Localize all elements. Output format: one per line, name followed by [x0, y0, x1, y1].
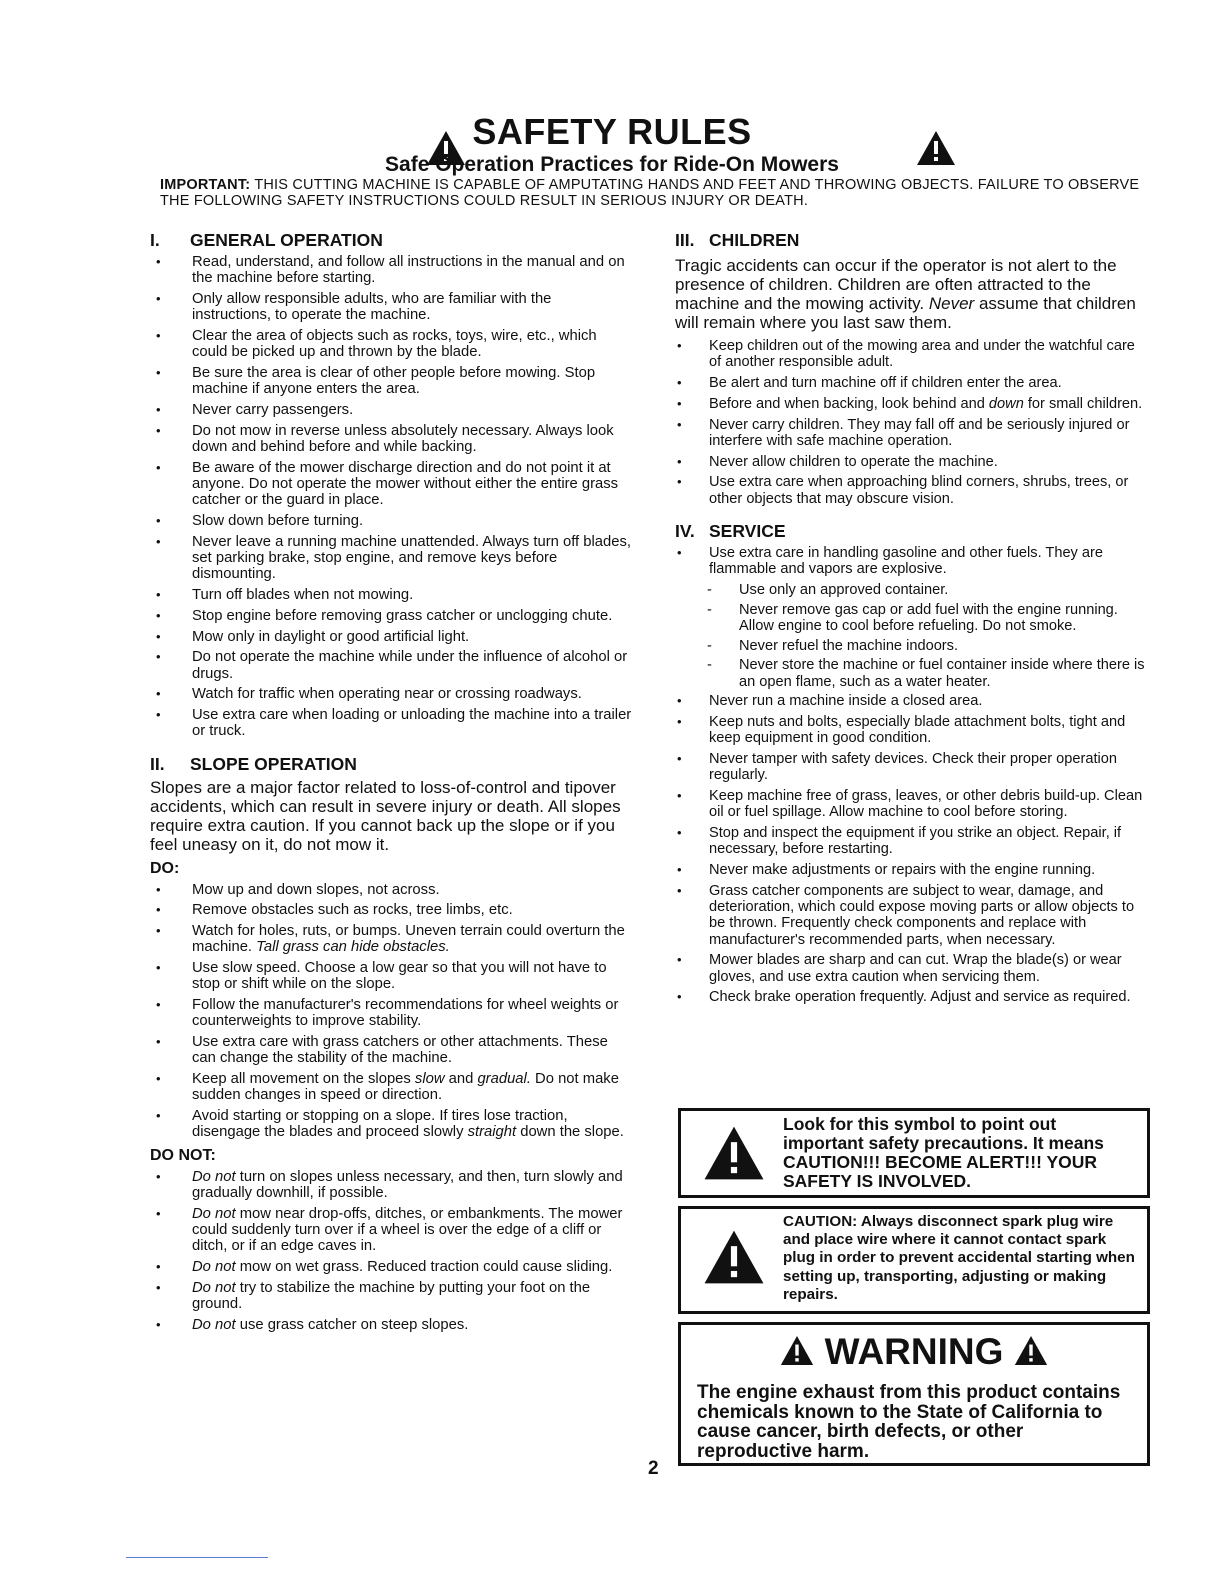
- list-item: • Do not mow on wet grass. Reduced traction could cause sliding.: [150, 1259, 632, 1275]
- general-list: [150, 254, 632, 740]
- list-item: • Watch for traffic when operating near or crossing roadways.: [150, 686, 632, 702]
- list-item: • Use extra care when approaching blind corners, shrubs, trees, or other objects that may obscure vision.: [675, 474, 1150, 506]
- list-item: • Do not operate the machine while under the influence of alcohol or drugs.: [150, 649, 632, 681]
- warning-box: [678, 1322, 1150, 1466]
- service-list: [675, 545, 1150, 577]
- list-item: - Never refuel the machine indoors.: [675, 638, 1150, 654]
- warning-triangle-icon: [916, 130, 956, 166]
- children-list: [675, 338, 1150, 507]
- list-item: • Turn off blades when not mowing.: [150, 587, 632, 603]
- section-heading-service: IV. SERVICE: [675, 520, 786, 541]
- list-item: • Do not mow near drop-offs, ditches, or embankments. The mower could suddenly turn over if a wheel is over the edge of a cliff or ditch, or if an edge caves in.: [150, 1206, 632, 1255]
- list-item: • Do not mow in reverse unless absolutely necessary. Always look down and behind before and while backing.: [150, 423, 632, 455]
- section-heading-general: I. GENERAL OPERATION: [150, 230, 383, 250]
- list-item: • Use extra care in handling gasoline and other fuels. They are flammable and vapors are explosive.: [675, 545, 1150, 577]
- list-item: • Never allow children to operate the machine.: [675, 454, 1150, 470]
- important-label: IMPORTANT:: [160, 177, 251, 193]
- list-item: • Avoid starting or stopping on a slope. If tires lose traction, disengage the blades and proceed slowly straight down the slope.: [150, 1108, 632, 1140]
- caution-box: [678, 1206, 1150, 1314]
- page-number: 2: [648, 1458, 659, 1479]
- footer-divider: [126, 1557, 268, 1558]
- list-item: • Never carry passengers.: [150, 402, 632, 418]
- section-heading-children: III. CHILDREN: [675, 230, 800, 250]
- warning-text: The engine exhaust from this product contains chemicals known to the State of California to cause cancer, birth defects, or other reproductive harm.: [697, 1382, 1121, 1462]
- page-title: SAFETY RULES: [472, 111, 752, 152]
- list-item: • Mower blades are sharp and can cut. Wrap the blade(s) or wear gloves, and use extra caution when servicing them.: [675, 952, 1150, 984]
- list-item: • Be sure the area is clear of other people before mowing. Stop machine if anyone enters the area.: [150, 365, 632, 397]
- list-item: • Never carry children. They may fall off and be seriously injured or interfere with safe machine operation.: [675, 417, 1150, 449]
- page-subtitle: Safe Operation Practices for Ride-On Mowers: [385, 153, 839, 176]
- list-item: • Follow the manufacturer's recommendations for wheel weights or counterweights to improve stability.: [150, 997, 632, 1029]
- list-item: • Use slow speed. Choose a low gear so that you will not have to stop or shift while on the slope.: [150, 960, 632, 992]
- do-heading: DO:: [150, 859, 180, 877]
- list-item: • Do not turn on slopes unless necessary, and then, turn slowly and gradually downhill, if possible.: [150, 1169, 632, 1201]
- list-item: - Never remove gas cap or add fuel with the engine running. Allow engine to cool before refueling. Do not smoke.: [675, 602, 1150, 634]
- list-item: • Be aware of the mower discharge direction and do not point it at anyone. Do not operate the mower without either the entire grass catcher or the guard in place.: [150, 460, 632, 509]
- list-item: • Stop and inspect the equipment if you strike an object. Repair, if necessary, before restarting.: [675, 825, 1150, 857]
- warning-triangle-icon: [703, 1125, 765, 1186]
- left-column: [150, 230, 632, 1337]
- list-item: • Stop engine before removing grass catcher or unclogging chute.: [150, 608, 632, 624]
- list-item: • Check brake operation frequently. Adjust and service as required.: [675, 989, 1150, 1005]
- list-item: • Keep children out of the mowing area and under the watchful care of another responsible adult.: [675, 338, 1150, 370]
- list-item: • Use extra care when loading or unloading the machine into a trailer or truck.: [150, 707, 632, 739]
- list-item: • Use extra care with grass catchers or other attachments. These can change the stability of the machine.: [150, 1034, 632, 1066]
- list-item: - Never store the machine or fuel container inside where there is an open flame, such as a water heater.: [675, 657, 1150, 689]
- caution-text: CAUTION: Always disconnect spark plug wire and place wire where it cannot contact spark plug in order to prevent accidental starting when setting up, transporting, adjusting or making repairs.: [783, 1213, 1135, 1303]
- list-item: • Never make adjustments or repairs with the engine running.: [675, 862, 1150, 878]
- important-notice: [160, 177, 1150, 209]
- safety-symbol-box: [678, 1108, 1150, 1198]
- list-item: • Mow up and down slopes, not across.: [150, 882, 632, 898]
- warning-triangle-icon: [703, 1229, 765, 1290]
- warning-triangle-icon: [1014, 1335, 1048, 1366]
- slope-intro: Slopes are a major factor related to loss-of-control and tipover accidents, which can result in severe injury or death. All slopes require extra caution. If you cannot back up the slope or if you feel uneasy on it, do not mow it.: [150, 777, 621, 854]
- list-item: - Use only an approved container.: [675, 582, 1150, 598]
- children-intro: Tragic accidents can occur if the operator is not alert to the presence of children. Children are often attracted to the machine and the mowing activity. Never assume that children will remain where you last saw them.: [675, 256, 1136, 332]
- list-item: • Before and when backing, look behind and down for small children.: [675, 396, 1150, 412]
- right-column: [675, 230, 1150, 1010]
- safety-symbol-text: Look for this symbol to point out important safety precautions. It means CAUTION!!! BECOME ALERT!!! YOUR SAFETY IS INVOLVED.: [783, 1114, 1104, 1191]
- list-item: • Clear the area of objects such as rocks, toys, wire, etc., which could be picked up and thrown by the blade.: [150, 328, 632, 360]
- list-item: • Do not try to stabilize the machine by putting your foot on the ground.: [150, 1280, 632, 1312]
- list-item: • Remove obstacles such as rocks, tree limbs, etc.: [150, 902, 632, 918]
- list-item: • Do not use grass catcher on steep slopes.: [150, 1317, 632, 1333]
- important-text: THIS CUTTING MACHINE IS CAPABLE OF AMPUTATING HANDS AND FEET AND THROWING OBJECTS. FAILURE TO OBSERVE THE FOLLOWING SAFETY INSTRUCTIONS COULD RESULT IN SERIOUS INJURY OR DEATH.: [160, 177, 1140, 209]
- list-item: • Be alert and turn machine off if children enter the area.: [675, 375, 1150, 391]
- section-heading-slope: II. SLOPE OPERATION: [150, 753, 357, 774]
- list-item: • Never leave a running machine unattended. Always turn off blades, set parking brake, stop engine, and remove keys before dismounting.: [150, 534, 632, 583]
- service-list-continued: [675, 693, 1150, 1005]
- do-list: [150, 882, 632, 1141]
- fuel-sublist: [675, 582, 1150, 690]
- list-item: • Read, understand, and follow all instructions in the manual and on the machine before starting.: [150, 254, 632, 286]
- do-not-list: [150, 1169, 632, 1333]
- do-not-heading: DO NOT:: [150, 1146, 216, 1164]
- list-item: • Keep nuts and bolts, especially blade attachment bolts, tight and keep equipment in good condition.: [675, 714, 1150, 746]
- warning-heading: WARNING: [681, 1331, 1147, 1373]
- list-item: • Slow down before turning.: [150, 513, 632, 529]
- list-item: • Watch for holes, ruts, or bumps. Uneven terrain could overturn the machine. Tall grass can hide obstacles.: [150, 923, 632, 955]
- list-item: • Keep machine free of grass, leaves, or other debris build-up. Clean oil or fuel spillage. Allow machine to cool before storing.: [675, 788, 1150, 820]
- warning-triangle-icon: [780, 1335, 814, 1366]
- list-item: • Grass catcher components are subject to wear, damage, and deterioration, which could expose moving parts or allow objects to be thrown. Frequently check components and replace with manufacturer's recommended parts, when necessary.: [675, 883, 1150, 948]
- list-item: • Keep all movement on the slopes slow and gradual. Do not make sudden changes in speed or direction.: [150, 1071, 632, 1103]
- list-item: • Mow only in daylight or good artificial light.: [150, 629, 632, 645]
- list-item: • Never run a machine inside a closed area.: [675, 693, 1150, 709]
- list-item: • Only allow responsible adults, who are familiar with the instructions, to operate the machine.: [150, 291, 632, 323]
- list-item: • Never tamper with safety devices. Check their proper operation regularly.: [675, 751, 1150, 783]
